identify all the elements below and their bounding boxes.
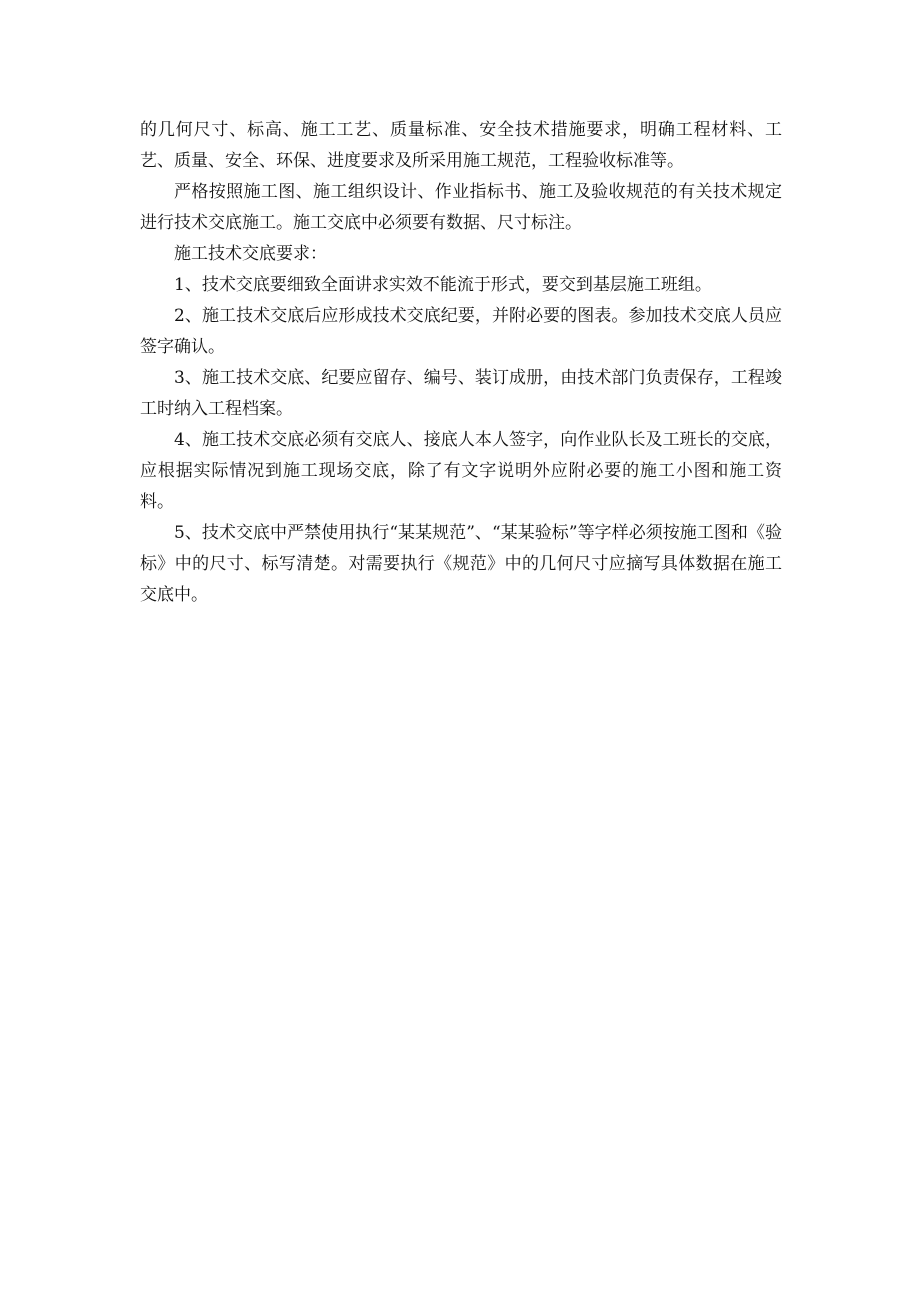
- paragraph-item-2: 2、施工技术交底后应形成技术交底纪要，并附必要的图表。参加技术交底人员应签字确认。: [140, 306, 782, 357]
- paragraph-heading-requirements: 施工技术交底要求：: [174, 244, 327, 264]
- paragraph-item-5: 5、技术交底中严禁使用执行“某某规范”、“某某验标”等字样必须按施工图和《验标》中的尺寸、标写清楚。对需要执行《规范》中的几何尺寸应摘写具体数据在施工交底中。: [140, 523, 782, 605]
- paragraph-continuation: 的几何尺寸、标高、施工工艺、质量标准、安全技术措施要求，明确工程材料、工艺、质量、安全、环保、进度要求及所采用施工规范，工程验收标准等。: [140, 120, 782, 171]
- paragraph-item-1: 1、技术交底要细致全面讲求实效不能流于形式，要交到基层施工班组。: [174, 275, 712, 295]
- document-body: [140, 115, 782, 611]
- paragraph-item-4: 4、施工技术交底必须有交底人、接底人本人签字，向作业队长及工班长的交底，应根据实际情况到施工现场交底，除了有文字说明外应附必要的施工小图和施工资料。: [140, 430, 782, 512]
- paragraph-item-3: 3、施工技术交底、纪要应留存、编号、装订成册，由技术部门负责保存，工程竣工时纳入工程档案。: [140, 368, 782, 419]
- paragraph-requirements-intro: 严格按照施工图、施工组织设计、作业指标书、施工及验收规范的有关技术规定进行技术交底施工。施工交底中必须要有数据、尺寸标注。: [140, 182, 782, 233]
